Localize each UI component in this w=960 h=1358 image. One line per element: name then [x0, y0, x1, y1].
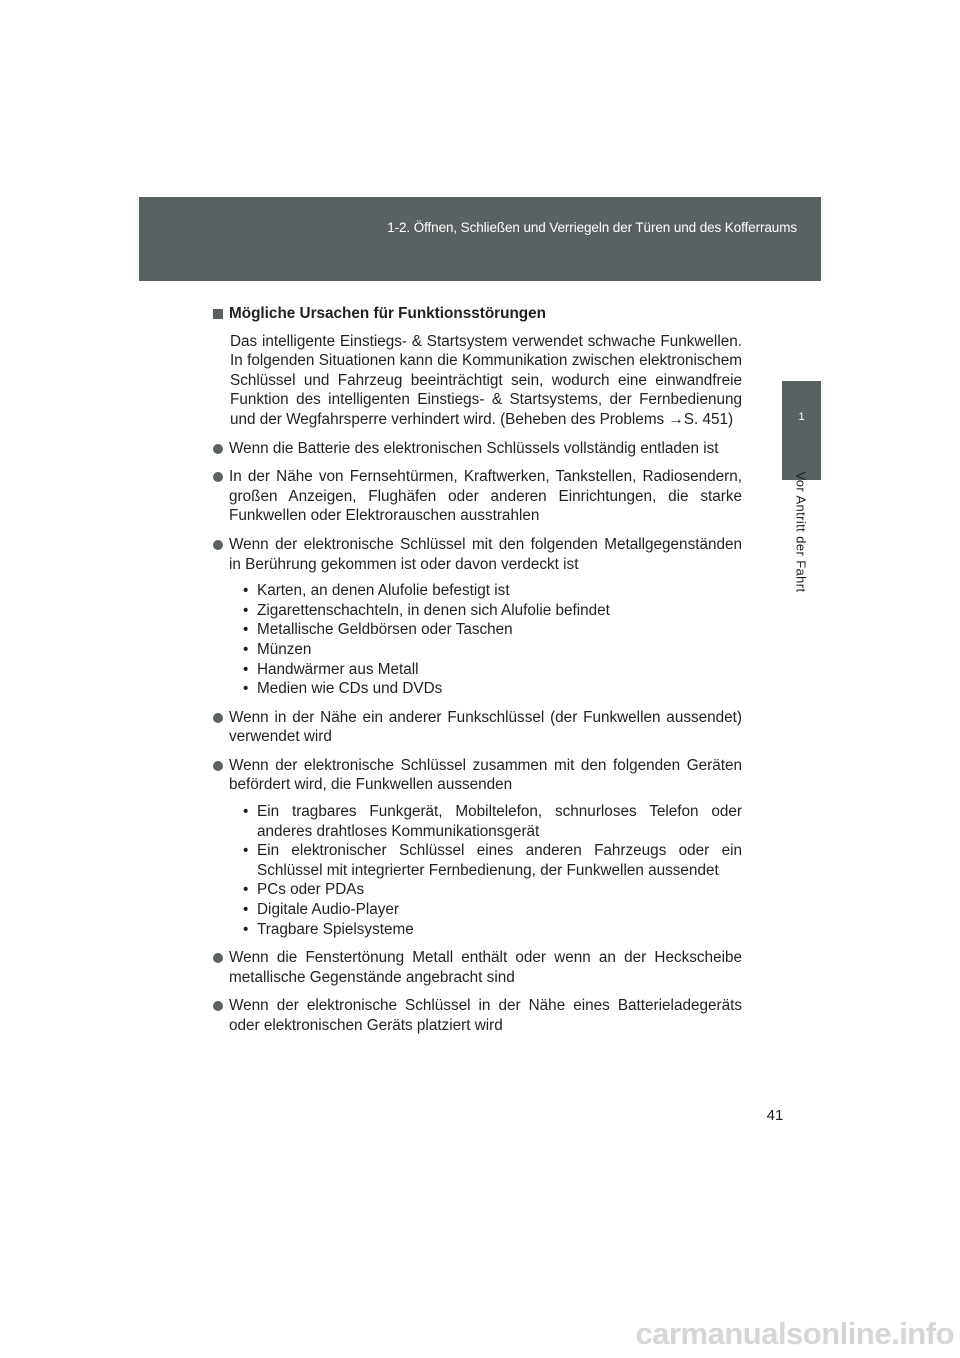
chapter-side-label: Vor Antritt der Fahrt [793, 471, 809, 593]
sub-list-item [243, 802, 742, 841]
sub-list [243, 581, 742, 699]
sub-list-item [243, 841, 742, 880]
sub-list [243, 802, 742, 939]
bullet-item [213, 708, 742, 747]
chapter-header-band [139, 197, 821, 281]
small-bullet-icon: • [243, 660, 249, 678]
sub-list-item [243, 920, 742, 940]
small-bullet-icon: • [243, 901, 249, 919]
sub-list-text: Münzen [257, 640, 312, 658]
sub-list-text: Ein tragbares Funkgerät, Mobiltelefon, schnurloses Telefon oder anderes drahtloses Kommunikationsgerät [257, 803, 742, 840]
bullet-text: Wenn die Fenstertönung Metall enthält oder wenn an der Heckscheibe metallische Gegenstände angebracht sind [229, 949, 742, 986]
chapter-title: 1-2. Öffnen, Schließen und Verriegeln der Türen und des Kofferraums [387, 220, 797, 235]
small-bullet-icon: • [243, 803, 249, 821]
sub-list-text: Digitale Audio-Player [257, 901, 399, 919]
circle-bullet-icon [213, 953, 223, 963]
circle-bullet-icon [213, 540, 223, 550]
sub-list-text: Medien wie CDs und DVDs [257, 680, 443, 698]
sub-list-item [243, 900, 742, 920]
bullet-text: Wenn in der Nähe ein anderer Funkschlüssel (der Funkwellen aussendet) verwendet wird [229, 708, 742, 746]
small-bullet-icon: • [243, 842, 249, 860]
circle-bullet-icon [213, 761, 223, 771]
bullet-row [213, 439, 742, 459]
bullet-item [213, 439, 742, 459]
sub-list-text: Handwärmer aus Metall [257, 660, 419, 678]
bullet-text: Wenn der elektronische Schlüssel mit den folgenden Metallgegenständen in Berührung gekommen ist oder davon verdeckt ist [229, 535, 742, 573]
page-content [213, 304, 742, 1036]
sub-list-item [243, 581, 742, 601]
chapter-tab [782, 381, 821, 480]
sub-list-text: Karten, an denen Alufolie befestigt ist [257, 582, 510, 600]
sub-list-item [243, 880, 742, 900]
circle-bullet-icon [213, 713, 223, 723]
bullet-row [213, 756, 742, 795]
bullet-row [213, 467, 742, 526]
circle-bullet-icon [213, 1001, 223, 1011]
bullet-row [213, 535, 742, 574]
bullet-text: Wenn der elektronische Schlüssel in der Nähe eines Batterieladegeräts oder elektronischen Geräts platziert wird [229, 997, 742, 1034]
section-heading [213, 304, 742, 324]
sub-list-text: Ein elektronischer Schlüssel eines anderen Fahrzeugs oder ein Schlüssel mit integrierter Fernbedienung, der Funkwellen aussendet [257, 842, 742, 879]
bullet-item [213, 467, 742, 526]
sub-list-text: Tragbare Spielsysteme [257, 920, 414, 938]
intro-paragraph: Das intelligente Einstiegs- & Startsystem verwendet schwache Funkwellen. In folgenden Situationen kann die Kommunikation zwischen elektronischem Schlüssel und Fahrzeug beeinträchtigt sein, wodurch eine einwandfreie Funktion des intelligenten Einstiegs- & Startsystems, der Fernbedienung und der Wegfahrsperre verhindert wird. (Beheben des Problems →S. 451) [230, 332, 742, 428]
sub-list-text: PCs oder PDAs [257, 881, 365, 899]
sub-list-text: Zigarettenschachteln, in denen sich Alufolie befindet [257, 601, 610, 619]
chapter-tab-number: 1 [798, 411, 805, 423]
small-bullet-icon: • [243, 881, 249, 899]
small-bullet-icon: • [243, 920, 249, 938]
small-bullet-icon: • [243, 582, 249, 600]
bullet-item [213, 535, 742, 699]
section-heading-text: Mögliche Ursachen für Funktionsstörungen [229, 305, 547, 322]
watermark: carmanualsonline.info [635, 1316, 954, 1351]
small-bullet-icon: • [243, 601, 249, 619]
small-bullet-icon: • [243, 680, 249, 698]
bullet-item [213, 996, 742, 1035]
sub-list-item [243, 620, 742, 640]
sub-list-item [243, 601, 742, 621]
sub-list-text: Metallische Geldbörsen oder Taschen [257, 621, 513, 639]
small-bullet-icon: • [243, 640, 249, 658]
bullet-row [213, 996, 742, 1035]
circle-bullet-icon [213, 444, 223, 454]
page-number: 41 [766, 1107, 784, 1124]
sub-list-item [243, 640, 742, 660]
sub-list-item [243, 679, 742, 699]
bullet-item [213, 756, 742, 939]
sub-list-item [243, 660, 742, 680]
square-bullet-icon [213, 309, 223, 319]
circle-bullet-icon [213, 472, 223, 482]
bullet-item [213, 948, 742, 987]
bullet-text: Wenn die Batterie des elektronischen Schlüssels vollständig entladen ist [229, 439, 719, 457]
bullet-text: Wenn der elektronische Schlüssel zusammen mit den folgenden Geräten befördert wird, die Funkwellen aussenden [229, 756, 742, 794]
bullet-text: In der Nähe von Fernsehtürmen, Kraftwerken, Tankstellen, Radiosendern, großen Anzeigen, Flughäfen oder anderen Einrichtungen, die starke Funkwellen oder Elektrorauschen ausstrahlen [229, 468, 742, 525]
small-bullet-icon: • [243, 621, 249, 639]
bullet-row [213, 948, 742, 987]
bullet-list [213, 439, 742, 1036]
bullet-row [213, 708, 742, 747]
